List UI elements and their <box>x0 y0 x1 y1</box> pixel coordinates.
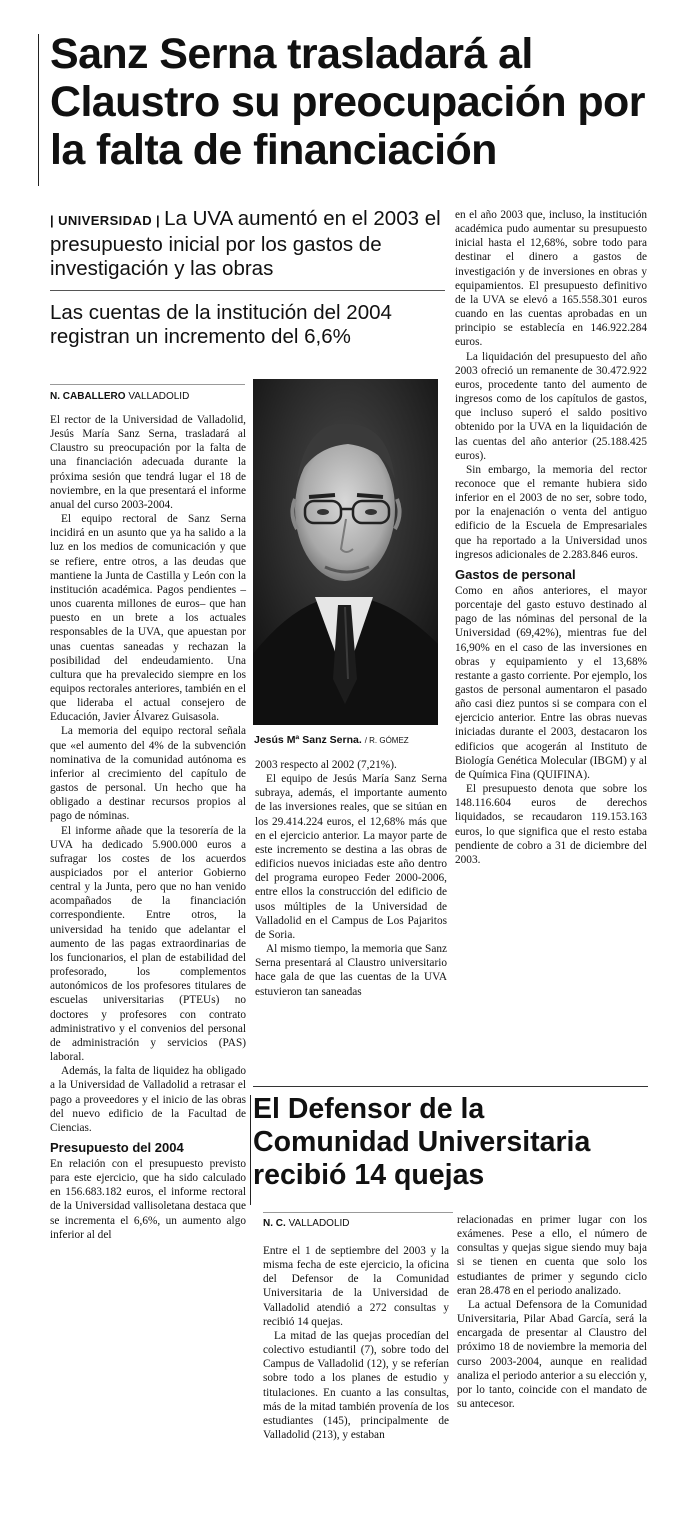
paragraph: En relación con el presupuesto previsto para este ejercicio, que ha sido calculado en 156.683.182 euros, el informe rectoral de la Universidad vallisoletana destaca que se incrementa el 6,6%, un aumento algo inferior al del <box>50 1157 246 1241</box>
paragraph: La liquidación del presupuesto del año 2003 ofreció un remanente de 30.472.922 euros, procedente tanto del aumento de ingresos como de los capítulos de gastos, que incluso superó el saldo positivo obtenido por la UVA en la liquidación de las cuentas del año anterior (25.188.425 euros). <box>455 350 647 462</box>
portrait-image <box>253 379 438 725</box>
article-column-1 <box>50 413 246 1242</box>
paragraph: 2003 respecto al 2002 (7,21%). <box>255 759 397 771</box>
paragraph: El equipo de Jesús María Sanz Serna subraya, además, el importante aumento de las inversiones reales, que se sitúan en los 29.414.224 euros, el 12,68% más que en el ejercicio anterior. La mayor parte de este incremento se destina a las obras de edificios nuevos iniciadas este año dentro del programa europeo Feder 2000-2006, entre ellos la construcción del edificio de usos múltiples de la Universidad de Valladolid en el Campus de Los Pajaritos de Soria. <box>255 773 447 941</box>
section-tag: UNIVERSIDAD <box>58 213 153 228</box>
byline <box>50 391 189 402</box>
paragraph: La actual Defensora de la Comunidad Universitaria, Pilar Abad García, será la encargada de presentar al Claustro del próximo 18 de noviembre la memoria del curso 2003-2004, aunque en realidad analiza el periodo anterior a su elección y, por lo tanto, coincide con el mandato de su antecesor. <box>457 1298 647 1411</box>
headline-rule <box>38 34 39 186</box>
subheading-gastos: Gastos de personal <box>455 566 576 582</box>
paragraph: El rector de la Universidad de Valladolid, Jesús María Sanz Serna, trasladará al Claustro su preocupación por la falta de una financiación adecuada durante la próxima sesión que tendrá lugar el 18 de noviembre, en la que presentará el informe anual del curso 2003-2004. <box>50 414 246 511</box>
byline-rule <box>50 384 245 385</box>
sidebar-byline-author: N. C. <box>263 1218 286 1229</box>
byline-place: VALLADOLID <box>128 391 190 402</box>
sidebar-column-1 <box>263 1244 449 1442</box>
paragraph: Como en años anteriores, el mayor porcentaje del gasto estuvo destinado al pago de las nóminas del personal de la Universidad (69,42%), mientras fue del 16,90% en el caso de las inversiones en obras y equipamiento y el 13,68% restante a gasto corriente. Por ejemplo, los gastos de personal aumentaron el pasado año casi diez puntos si se compara con el ejercicio anterior. Entre las obras nuevas iniciadas durante el 2003, destacaron los edificios que acogerán al Instituto de Biología Genética Molecular (IBGM) y al de Química Fina (QUIFINA). <box>455 584 647 781</box>
photo-credit: R. GÓMEZ <box>369 736 409 745</box>
headline: Sanz Serna trasladará al Claustro su preocupación por la falta de financiación <box>50 30 645 174</box>
article-column-3 <box>455 208 647 867</box>
paragraph: Además, la falta de liquidez ha obligado a la Universidad de Valladolid a retrasar el pago a proveedores y el inicio de las obras del nuevo edificio de la Facultad de Ciencias. <box>50 1065 246 1134</box>
sidebar-byline <box>263 1218 350 1229</box>
sidebar-top-rule <box>253 1086 648 1087</box>
paragraph: El informe añade que la tesorería de la UVA ha dedicado 5.900.000 euros a sufragar los costes de los acuerdos auspiciados por el anterior Gobierno central y la Junta, pero que no han venido acompañados de la financiación correspondiente. Entre otros, la universidad ha tenido que adelantar el aumento de las pagas extraordinarias de los funcionarios, el plan de estabilidad del profesorado, los complementos autonómicos de los profesores titulares de escuelas universitarias (PTEUs) no doctores y profesores con contrato administrativo y el convenios del personal de administración y servicios (PAS) laboral. <box>50 824 246 1064</box>
article-column-2 <box>255 758 447 999</box>
paragraph: relacionadas en primer lugar con los exámenes. Pese a ello, el número de consultas y quejas sigue siendo muy baja si se tienen en cuenta que solo los estudiantes de primer y segundo ciclo eran 28.478 en el periodo analizado. <box>457 1214 647 1297</box>
byline-author: N. CABALLERO <box>50 391 126 402</box>
sidebar-byline-place: VALLADOLID <box>288 1218 350 1229</box>
paragraph: Entre el 1 de septiembre del 2003 y la misma fecha de este ejercicio, la oficina del Defensor de la Comunidad Universitaria de la Universidad de Valladolid atendió a 272 consultas y recibió 14 quejas. <box>263 1245 449 1328</box>
subheading-presupuesto: Presupuesto del 2004 <box>50 1139 184 1155</box>
photo-caption: Jesús Mª Sanz Serna. / R. GÓMEZ <box>254 734 409 746</box>
paragraph: La memoria del equipo rectoral señala que «el aumento del 4% de la subvención nominativa de la comunidad autónoma es inferior al crecimiento del capítulo de gastos de personal. Un hecho que ha obligado a destinar recursos propios al pago de nóminas. <box>50 725 246 823</box>
sidebar-rule <box>250 1095 251 1205</box>
sidebar-headline: El Defensor de la Comunidad Universitaria recibió 14 quejas <box>253 1093 591 1191</box>
rector-photo <box>253 379 438 725</box>
paragraph: El equipo rectoral de Sanz Serna incidirá en un asunto que ya ha salido a la luz en los medios de comunicación y que se refiere, entre otros, a las deudas que mantiene la Junta de Castilla y León con la institución académica. Pagos pendientes –unos cuarenta millones de euros– que han puesto en un brete a los actuales responsables de la UVA, que apuestan por unas cuentas saneadas y rechazan la posibilidad del endeudamiento. Una cultura que ha prevalecido siempre en los equipos rectorales anteriores, también en el que lideraba el actual consejero de Educación, Javier Álvarez Guisasola. <box>50 513 246 724</box>
paragraph: Sin embargo, la memoria del rector reconoce que el remante hubiera sido inferior en el 2003 de no ser, sobre todo, por la enajenación o venta del antiguo edificio de la Escuela de Empresariales que ha reportado a la Universidad unos ingresos adicionales de 2.283.846 euros. <box>455 463 647 561</box>
paragraph: Al mismo tiempo, la memoria que Sanz Serna presentará al Claustro universitario hace gala de que las cuentas de la UVA estuvieron tan saneadas <box>255 943 447 998</box>
kicker: | UNIVERSIDAD | La UVA aumentó en el 2003 el presupuesto inicial por los gastos de investigación y las obras <box>50 207 441 280</box>
sidebar-column-2 <box>457 1213 647 1411</box>
paragraph: en el año 2003 que, incluso, la institución académica pudo aumentar su presupuesto inicial hasta el 12,68%, sobre todo para destinar el dinero a gastos de investigación y de inversiones en obras y equipamientos. El presupuesto definitivo de la UVA se elevó a 165.558.301 euros cuando en las cuentas aprobadas en un principio se establecía en 146.922.284 euros. <box>455 209 647 349</box>
paragraph: El presupuesto denota que sobre los 148.116.604 euros de derechos liquidados, se recaudaron 119.153.163 euros, lo que significa que el resto estaba pendiente de cobro a 31 de diciembre del 2003. <box>455 783 647 866</box>
subhead: Las cuentas de la institución del 2004 registran un incremento del 6,6% <box>50 301 392 348</box>
kicker-text: La UVA aumentó en el 2003 el presupuesto inicial por los gastos de investigación y las obras <box>50 207 441 280</box>
caption-text: Jesús Mª Sanz Serna. <box>254 734 362 746</box>
sidebar-byline-rule <box>263 1212 453 1213</box>
subhead-rule <box>50 290 445 291</box>
paragraph: La mitad de las quejas procedían del colectivo estudiantil (7), sobre todo del Campus de Valladolid (12), y se referían sobre todo a los planes de estudio y titulaciones. En cuanto a las consultas, más de la mitad también provenía de los estudiantes (145), principalmente de Valladolid (213), y estaban <box>263 1329 449 1442</box>
